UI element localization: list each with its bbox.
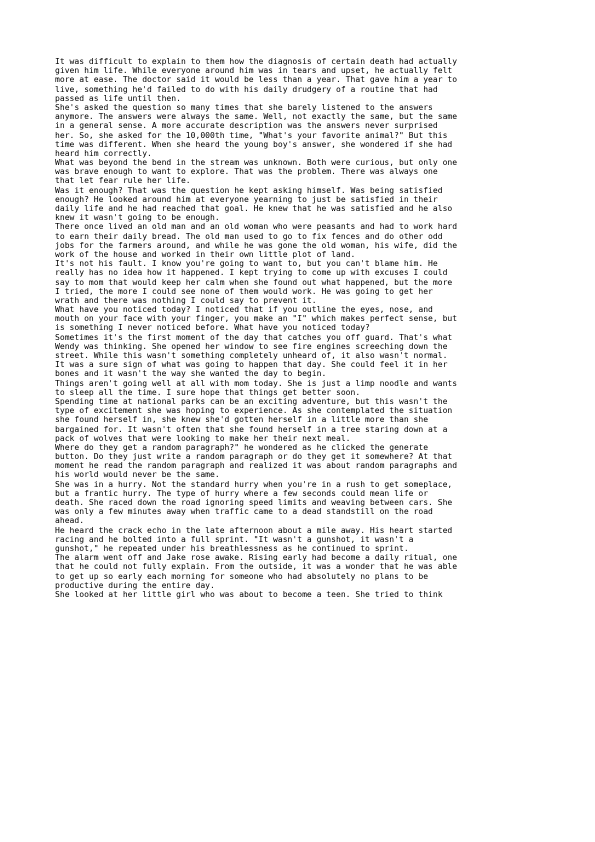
paragraph: Where do they get a random paragraph?" he wondered as he clicked the generate button. Do they just write a random paragraph or do they get it somewhere? At that moment he read the random paragraph and realized it was about random paragraphs and his world would never be the same. (55, 442, 458, 480)
paragraph: The alarm went off and Jake rose awake. Rising early had become a daily ritual, one that he could not fully explain. From the outside, it was a wonder that he was able to get up so early each morning for someone who had absolutely no plans to be productive during the entire day. (55, 553, 458, 590)
paragraph: Spending time at national parks can be an exciting adventure, but this wasn't the type of excitement she was hoping to experience. As she contemplated the situation she found herself in, she knew she'd gotten herself in a little more than she bargained for. It wasn't often that she found herself in a tree staring down at a pack of wolves that were looking to make her their next meal. (55, 396, 453, 443)
paragraph: She looked at her little girl who was about to become a teen. She tried to think (55, 589, 443, 599)
paragraph: Things aren't going well at all with mom today. She is just a limp noodle and wants to sleep all the time. I sure hope that things get better soon. (55, 378, 458, 397)
paragraph: He heard the crack echo in the late afternoon about a mile away. His heart started racing and he bolted into a full sprint. "It wasn't a gunshot, it wasn't a gunshot," he repeated under his breathlessness as he continued to sprint. (55, 525, 453, 553)
paragraph: Sometimes it's the first moment of the day that catches you off guard. That's what Wendy was thinking. She opened her window to see fire engines screeching down the street. While this wasn't something completely unheard of, it also wasn't normal. It was a sure sign of what was going to happen that day. She could feel it in her bones and it wasn't the way she wanted the day to begin. (55, 332, 453, 379)
paragraph: She was in a hurry. Not the standard hurry when you're in a rush to get someplace, but a frantic hurry. The type of hurry where a few seconds could mean life or death. She raced down the road ignoring speed limits and weaving between cars. She was only a few minutes away when traffic came to a dead standstill on the road ahead. (55, 479, 453, 526)
paragraph: It's not his fault. I know you're going to want to, but you can't blame him. He really has no idea how it happened. I kept trying to come up with excuses I could say to mom that would keep her calm when she found out what happened, but the more I tried, the more I could see none of them would work. He was going to get her wrath and there was nothing I could say to prevent it. (55, 259, 453, 305)
document-body (55, 57, 555, 599)
paragraph: There once lived an old man and an old woman who were peasants and had to work hard to earn their daily bread. The old man used to go to fix fences and do other odd jobs for the farmers around, and while he was gone the old woman, his wife, did the work of the house and worked in their own little plot of land. (55, 222, 458, 259)
paragraph: It was difficult to explain to them how the diagnosis of certain death had actually given him life. While everyone around him was in tears and upset, he actually felt more at ease. The doctor said it would be less than a year. That gave him a year to live, something he'd failed to do with his daily drudgery of a routine that had passed as life until then. (55, 57, 458, 103)
paragraph: What was beyond the bend in the stream was unknown. Both were curious, but only one was brave enough to want to explore. That was the problem. There was always one that let fear rule her life. (55, 158, 458, 186)
paragraph: Was it enough? That was the question he kept asking himself. Was being satisfied enough? He looked around him at everyone yearning to just be satisfied in their daily life and he had reached that goal. He knew that he was satisfied and he also knew it wasn't going to be enough. (55, 185, 453, 223)
paragraph: She's asked the question so many times that she barely listened to the answers anymore. The answers were always the same. Well, not exactly the same, but the same in a general sense. A more accurate description was the answers never surprised her. So, she asked for the 10,000th time, "What's your favorite animal?" But this time was different. When she heard the young boy's answer, she wondered if she had heard him correctly. (55, 102, 458, 158)
paragraph: What have you noticed today? I noticed that if you outline the eyes, nose, and mouth on your face with your finger, you make an "I" which makes perfect sense, but is something I never noticed before. What have you noticed today? (55, 305, 458, 333)
